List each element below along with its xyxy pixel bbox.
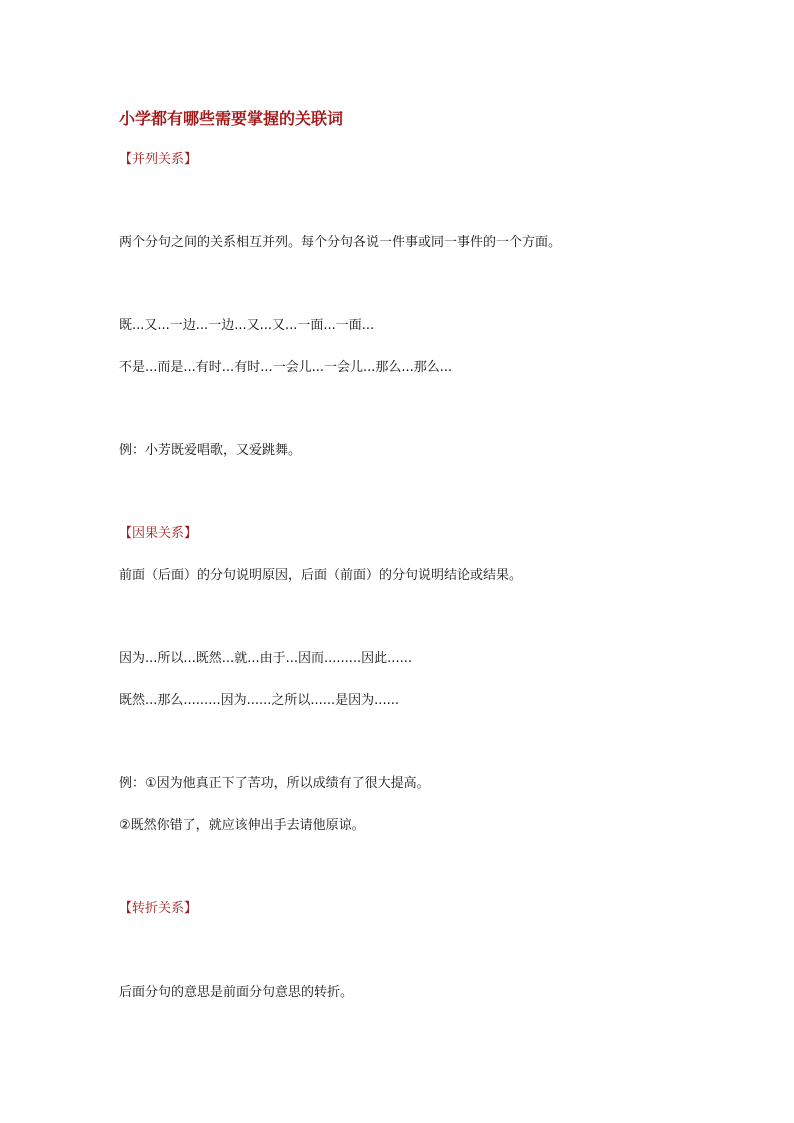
adversative-description: 后面分句的意思是前面分句意思的转折。 (119, 985, 354, 1000)
parallel-words-line-2: 不是...而是...有时...有时...一会儿...一会儿...那么...那么... (119, 360, 453, 375)
parallel-example: 例：小芳既爱唱歌，又爱跳舞。 (119, 443, 302, 458)
causal-description: 前面（后面）的分句说明原因，后面（前面）的分句说明结论或结果。 (119, 568, 523, 583)
causal-example-2: ②既然你错了，就应该伸出手去请他原谅。 (119, 818, 365, 833)
section-heading-parallel: 【并列关系】 (119, 152, 198, 167)
causal-words-line-1: 因为...所以...既然...就...由于...因而.........因此...... (119, 651, 412, 666)
section-heading-adversative: 【转折关系】 (119, 901, 198, 916)
section-heading-causal: 【因果关系】 (119, 526, 198, 541)
document-title: 小学都有哪些需要掌握的关联词 (119, 109, 344, 128)
causal-example-1: 例：①因为他真正下了苦功，所以成绩有了很大提高。 (119, 776, 430, 791)
parallel-description: 两个分句之间的关系相互并列。每个分句各说一件事或同一事件的一个方面。 (119, 235, 562, 250)
parallel-words-line-1: 既...又...一边...一边...又...又...一面...一面... (119, 318, 375, 333)
causal-words-line-2: 既然...那么.........因为......之所以......是因为...... (119, 693, 399, 708)
